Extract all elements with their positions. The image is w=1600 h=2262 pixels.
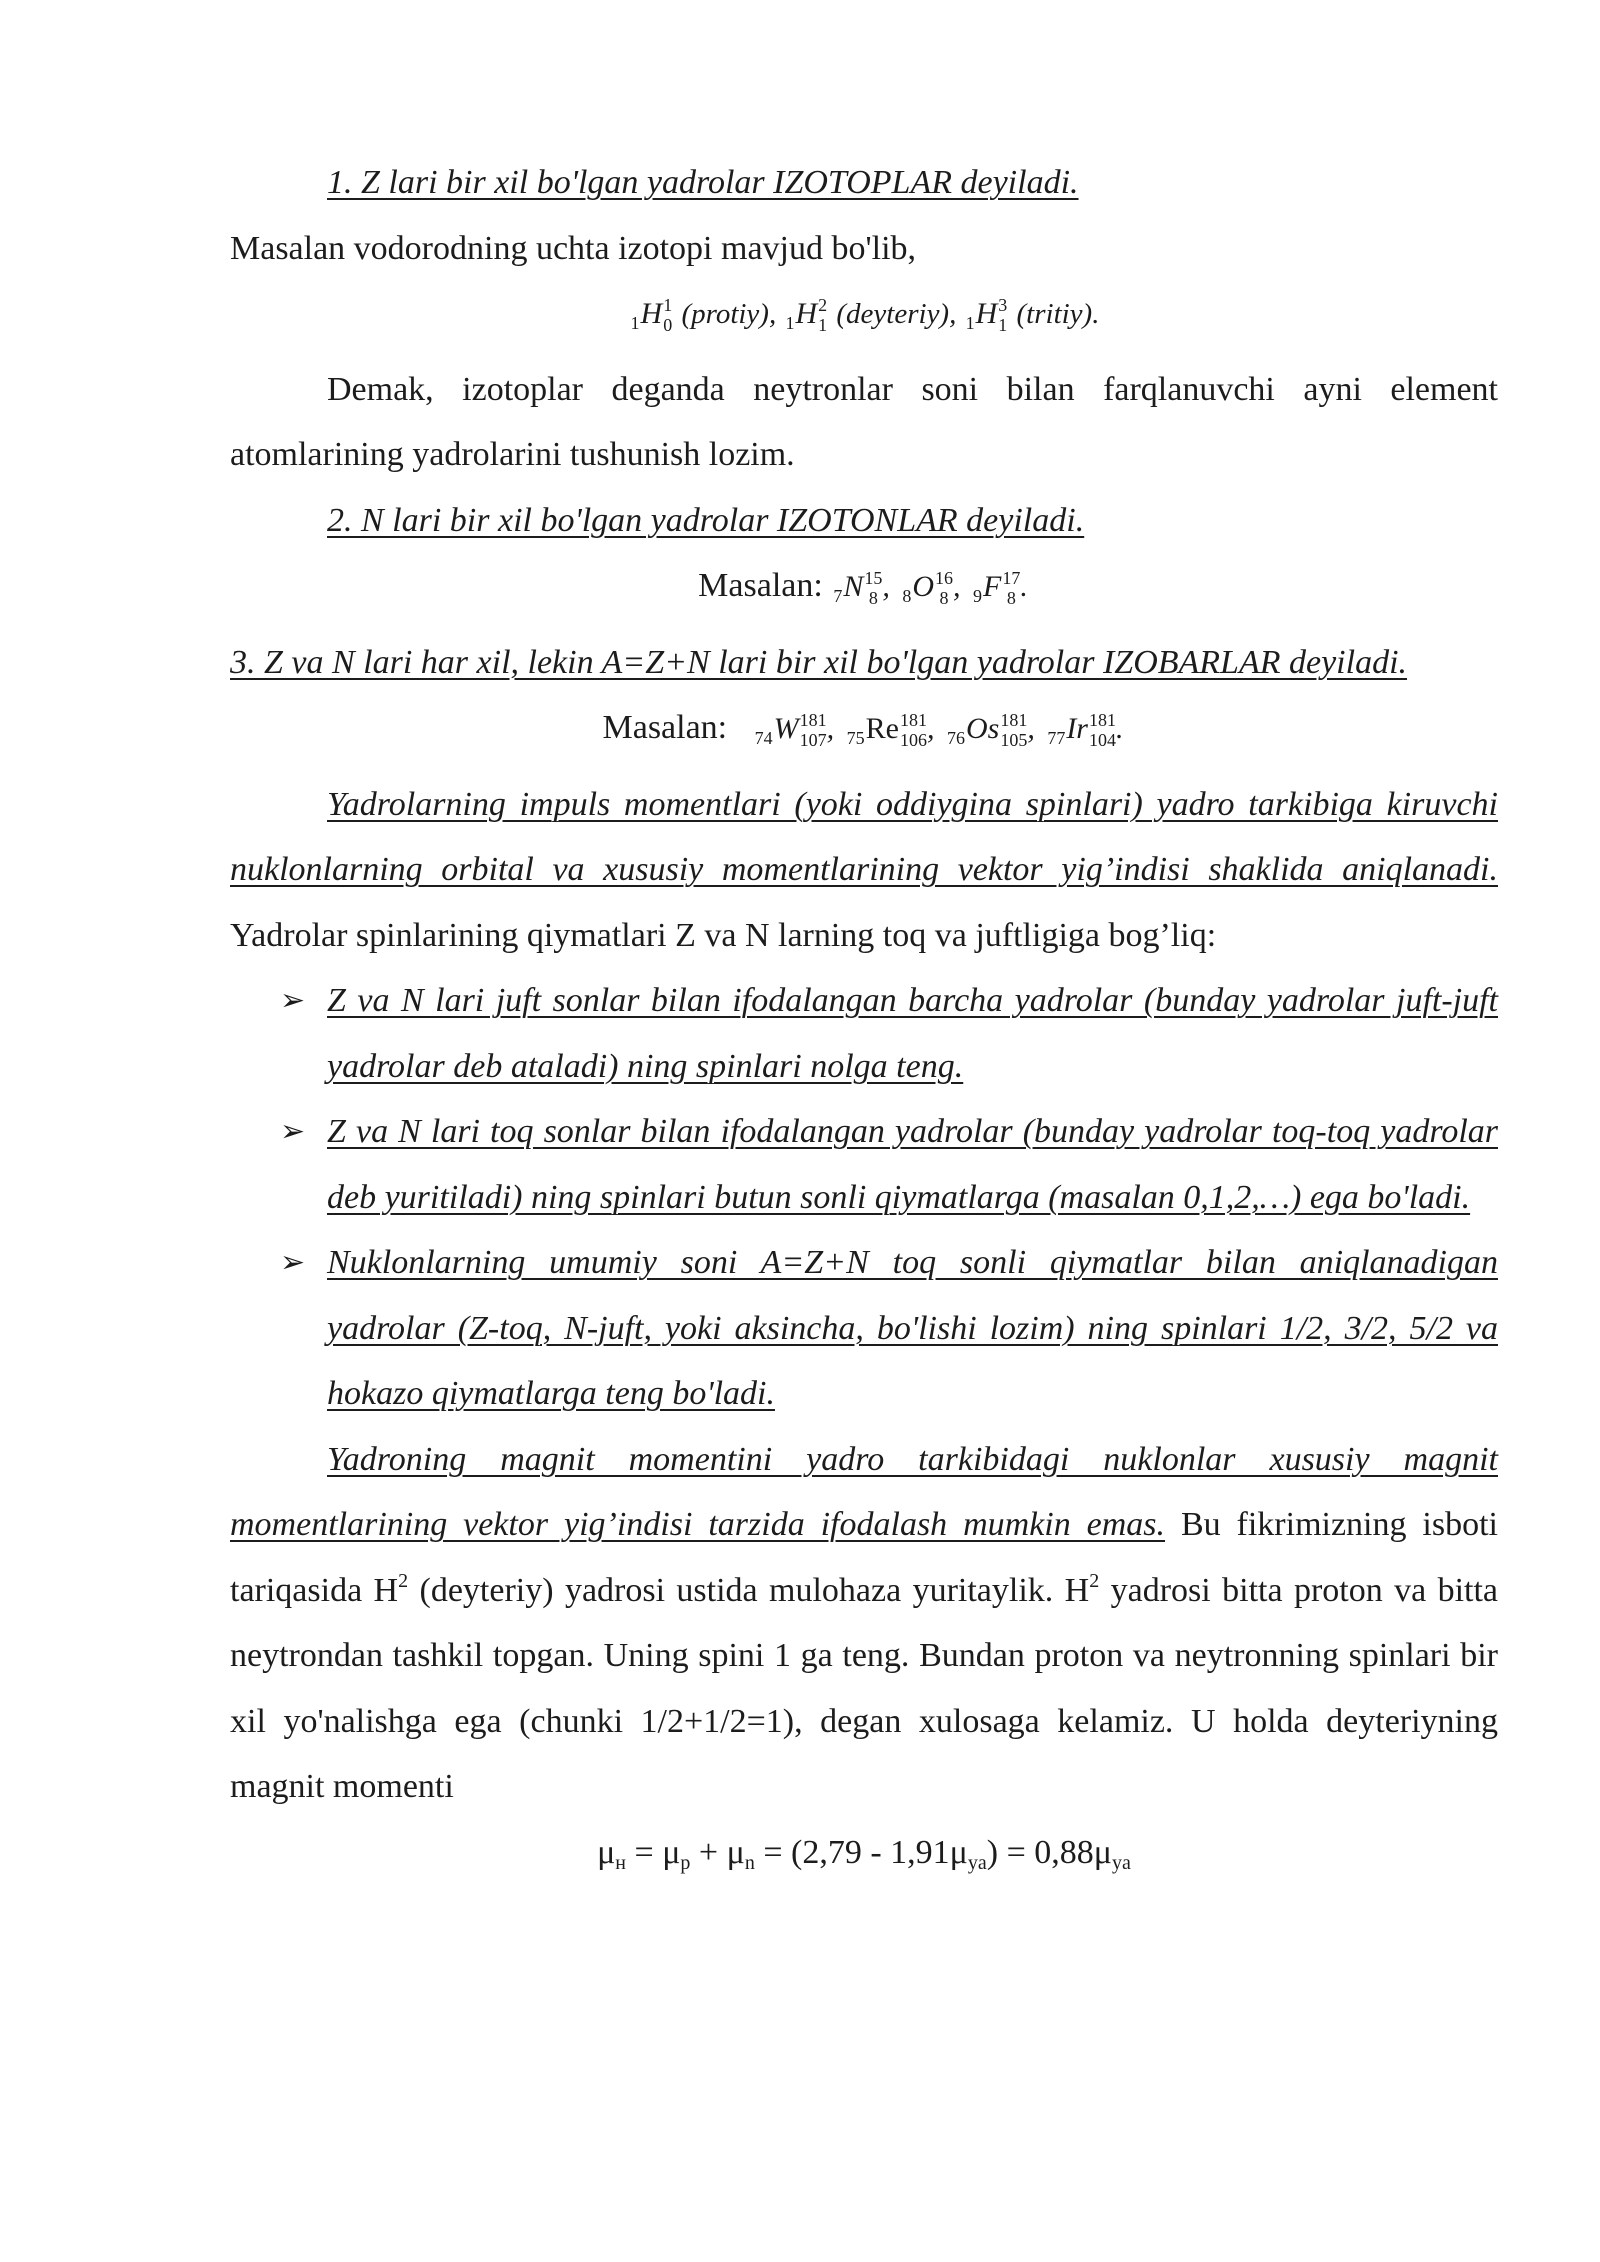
nuclide-w181: $_{74}$W 181 107 , <box>754 710 835 751</box>
nuclide-o16: $_8$O 16 8 , <box>902 568 961 609</box>
superscript: 2 <box>1089 1569 1100 1592</box>
heading-isotones: 2. N lari bir xil bo'lgan yadrolar IZOTONLAR deyiladi. <box>327 501 1085 539</box>
list-item <box>230 1230 1498 1427</box>
nuclide-protium: $_1$H 1 0 <box>630 295 673 336</box>
spin-definition: Yadrolarning impuls momentlari (yoki oddiygina spinlari) yadro tarkibiga kiruvchi nuklonlarning orbital va xususiy momentlarining vektor yig’indisi shaklida aniqlanadi. <box>230 785 1498 888</box>
paragraph-magnetic-moment <box>230 1427 1498 1820</box>
list-item-text: Z va N lari juft sonlar bilan ifodalangan barcha yadrolar (bunday yadrolar juft-juft yadrolar deb ataladi) ning spinlari nolga teng. <box>327 982 1498 1085</box>
nuclide-n15: $_7$N 15 8 , <box>833 568 890 609</box>
nuclide-name: (deyteriy), <box>836 298 957 330</box>
magnetic-statement: Yadroning magnit momentini yadro tarkibidagi nuklonlar xususiy magnit momentlarining vektor yig’indisi tarzida ifodalash mumkin emas. <box>230 1440 1498 1543</box>
document-page <box>230 150 1498 1885</box>
arrow-bullet-icon: ➢ <box>280 1115 306 1148</box>
list-item <box>230 1099 1498 1230</box>
nuclide-re181: $_{75}$Re 181 106 , <box>846 710 935 751</box>
paragraph-isotopes-explanation: Demak, izotoplar deganda neytronlar soni bilan farqlanuvchi ayni element atomlarining yadrolarini tushunish lozim. <box>230 370 1498 473</box>
spin-rules-list <box>230 968 1498 1427</box>
list-item <box>230 968 1498 1099</box>
heading-isotopes: 1. Z lari bir xil bo'lgan yadrolar IZOTOPLAR deyiladi. <box>327 164 1079 201</box>
paragraph-spin-intro <box>230 772 1498 969</box>
heading-isobars: 3. Z va N lari har xil, lekin A=Z+N lari bir xil bo'lgan yadrolar IZOBARLAR deyiladi. <box>230 643 1408 681</box>
list-item-text: Nuklonlarning umumiy soni A=Z+N toq sonli qiymatlar bilan aniqlanadigan yadrolar (Z-toq, N-juft, yoki aksincha, bo'lishi lozim) ning spinlari 1/2, 3/2, 5/2 va hokazo qiymatlarga teng bo'ladi. <box>327 1244 1498 1412</box>
paragraph-hydrogen-intro: Masalan vodorodning uchta izotopi mavjud bo'lib, <box>230 229 917 267</box>
example-label: Masalan: <box>602 709 728 746</box>
nuclide-ir181: $_{77}$Ir 181 104 . <box>1047 710 1124 751</box>
nuclide-name: (tritiy). <box>1016 298 1100 330</box>
arrow-bullet-icon: ➢ <box>280 1246 306 1279</box>
magnetic-text: yadrosi bitta proton va bitta neytrondan tashkil topgan. Uning spini 1 ga teng. Bundan proton va neytronning spinlari bir xil yo'nalishga ega (chunki 1/2+1/2=1), degan xulosaga kelamiz. U holda deyteriyning magnit momenti <box>230 1571 1499 1805</box>
nuclide-tritium: $_1$H 3 1 <box>965 295 1008 336</box>
magnetic-text: (deyteriy) yadrosi ustida mulohaza yuritaylik. H <box>408 1571 1090 1609</box>
nuclide-deuterium: $_1$H 2 1 <box>785 295 828 336</box>
superscript: 2 <box>398 1569 409 1592</box>
magnetic-text: Bu fikrimizning isboti tariqasida H <box>230 1506 1498 1609</box>
example-label: Masalan: <box>698 567 823 604</box>
arrow-bullet-icon: ➢ <box>280 984 306 1017</box>
hydrogen-isotopes-formula <box>230 281 1498 357</box>
nuclide-os181: $_{76}$Os 181 105 , <box>946 710 1035 751</box>
isobars-example <box>230 695 1498 772</box>
deuteron-magnetic-moment-formula: $\mu_н = \mu_p + \mu_n = (2,79 - 1,91\mu_{ya}) = 0,88\mu_{ya}$ <box>597 1833 1131 1874</box>
spin-dependence: Yadrolar spinlarining qiymatlari Z va N larning toq va juftligiga bog’liq: <box>230 916 1217 954</box>
nuclide-name: (protiy), <box>681 298 777 330</box>
list-item-text: Z va N lari toq sonlar bilan ifodalangan yadrolar (bunday yadrolar toq-toq yadrolar deb yuritiladi) ning spinlari butun sonli qiymatlarga (masalan 0,1,2,…) ega bo'ladi. <box>327 1113 1498 1216</box>
nuclide-f17: $_9$F 17 8 . <box>973 568 1028 609</box>
isotones-example <box>230 553 1498 630</box>
